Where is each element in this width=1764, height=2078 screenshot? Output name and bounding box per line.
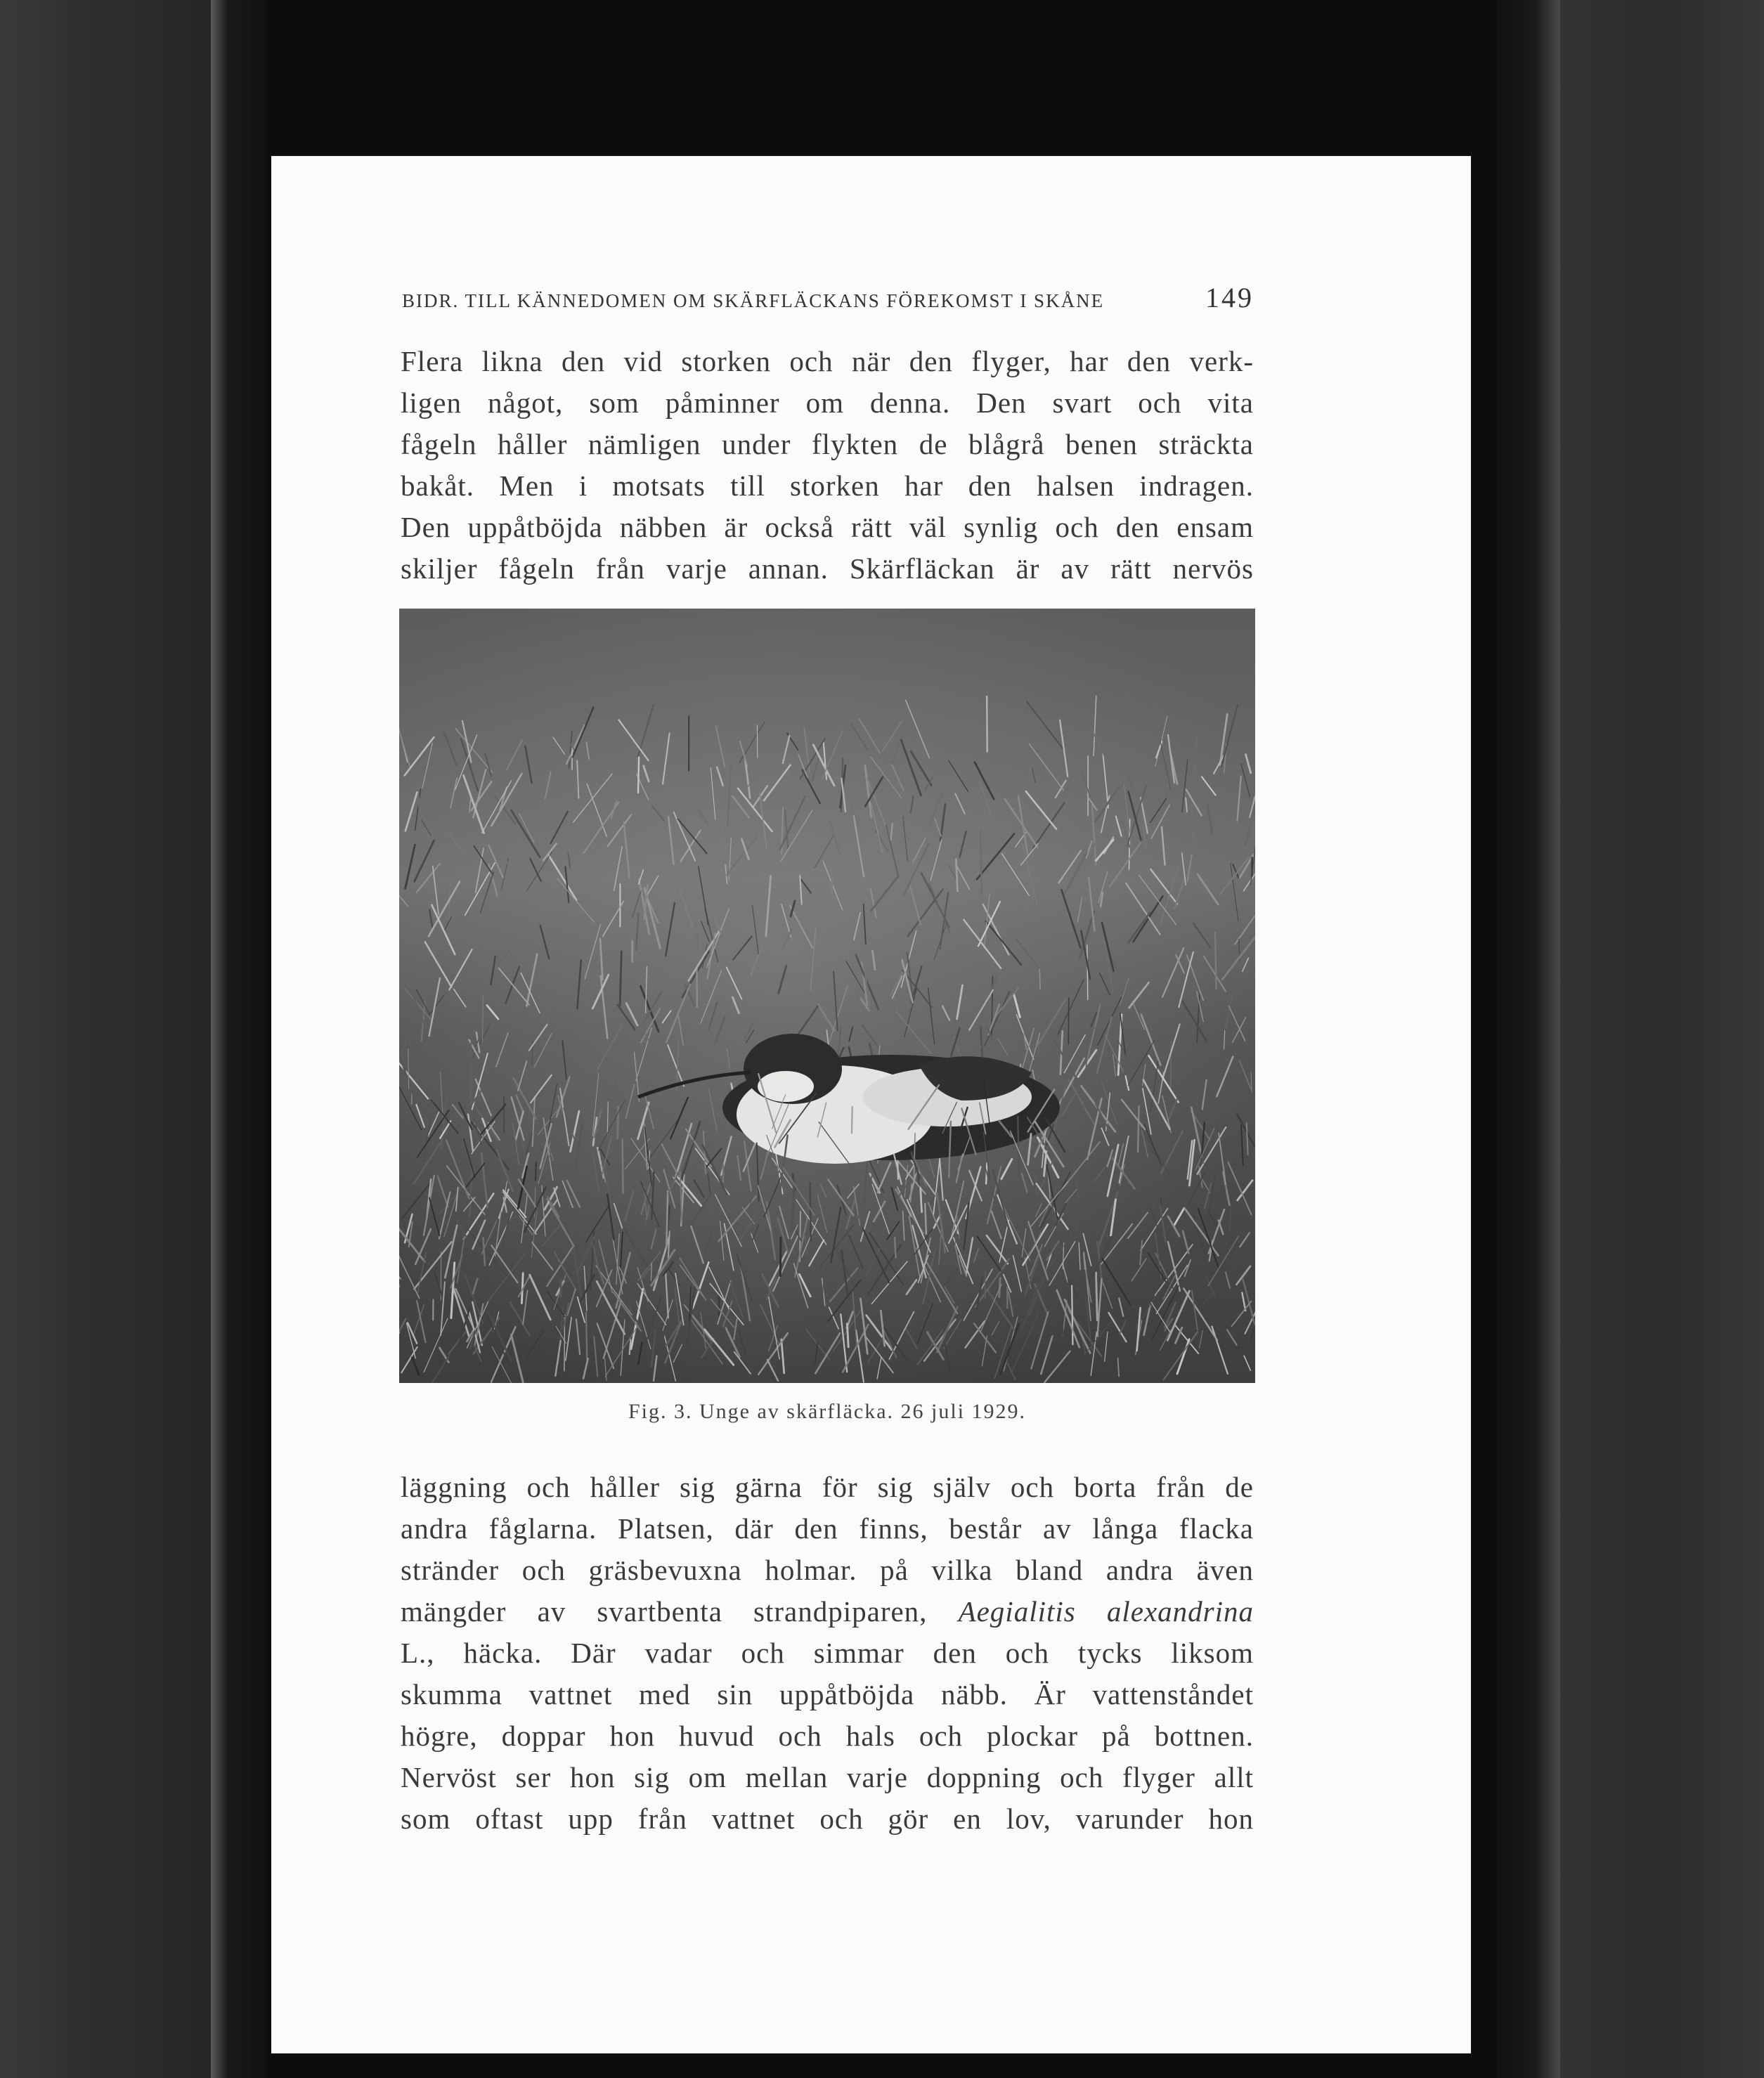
grass-blade: [719, 1296, 720, 1316]
grass-blade: [810, 1183, 811, 1240]
grass-blade: [847, 1324, 848, 1347]
grass-blade: [638, 758, 639, 793]
text-line: andra fåglarna. Platsen, där den finns, består av långa flacka: [401, 1512, 1254, 1545]
text-line: högre, doppar hon huvud och hals och plockar på bottnen.: [401, 1720, 1254, 1752]
scanner-edge-left: [211, 0, 267, 2078]
photo-illustration: [399, 609, 1255, 1383]
scanner-background-right: [1560, 0, 1764, 2078]
grass-blade: [921, 1188, 922, 1212]
page-number: 149: [1205, 282, 1254, 313]
scanner-background-left: [0, 0, 211, 2078]
grass-blade: [1215, 933, 1217, 989]
paragraph-bottom: [401, 1467, 1254, 1840]
grass-blade: [1039, 969, 1040, 989]
text-line: läggning och håller sig gärna för sig själv och borta från de: [401, 1471, 1254, 1503]
figure-photo-avocet-chick: [399, 609, 1255, 1383]
grass-blade: [1230, 1204, 1231, 1230]
text-line: Flera likna den vid storken och när den flyger, har den verk-: [401, 345, 1254, 377]
text-line: Den uppåtböjda näbben är också rätt väl synlig och den ensam: [401, 511, 1254, 543]
book-page: [271, 156, 1471, 2053]
text-segment: mängder av svartbenta strandpiparen,: [401, 1595, 959, 1628]
grass-blade: [1096, 1273, 1098, 1320]
text-line: fågeln håller nämligen under flykten de blågrå benen sträckta: [401, 428, 1254, 460]
paragraph-top: [401, 341, 1254, 590]
species-name-italic: Aegialitis alexandrina: [958, 1595, 1254, 1628]
grass-blade: [1138, 1107, 1139, 1152]
figure-caption: Fig. 3. Unge av skärfläcka. 26 juli 1929.: [628, 1400, 1027, 1423]
grass-blade: [1068, 998, 1069, 1044]
grass-blade: [586, 1313, 587, 1360]
grass-blade: [1171, 1041, 1172, 1090]
text-line: som oftast upp från vattnet och gör en lov, varunder hon: [401, 1803, 1254, 1835]
grass-blade: [1087, 945, 1088, 1000]
text-line: ligen något, som påminner om denna. Den svart och vita: [401, 387, 1254, 419]
scanner-edge-right: [1497, 0, 1560, 2078]
running-head: [402, 281, 1254, 314]
grass-blade: [895, 1238, 896, 1258]
grass-blade: [980, 831, 982, 894]
grass-blade: [780, 1238, 781, 1276]
running-head-title: BIDR. TILL KÄNNEDOMEN OM SKÄRFLÄCKANS FÖREKOMST I SKÅNE: [402, 290, 1105, 311]
grass-blade: [471, 1042, 472, 1103]
text-line: bakåt. Men i motsats till storken har den halsen indragen.: [401, 469, 1254, 502]
text-line: skumma vattnet med sin uppåtböjda näbb. Är vattenståndet: [401, 1678, 1254, 1710]
text-line: skiljer fågeln från varje annan. Skärfläckan är av rätt nervös: [401, 552, 1254, 585]
text-line-with-italic: [401, 1591, 1254, 1632]
text-line: stränder och gräsbevuxna holmar. på vilka bland andra även: [401, 1554, 1254, 1586]
grass-blade: [925, 1204, 926, 1234]
grass-blade: [449, 881, 450, 922]
text-line: L., häcka. Där vadar och simmar den och tycks liksom: [401, 1637, 1254, 1669]
text-line: Nervöst ser hon sig om mellan varje doppning och flyger allt: [401, 1761, 1254, 1793]
